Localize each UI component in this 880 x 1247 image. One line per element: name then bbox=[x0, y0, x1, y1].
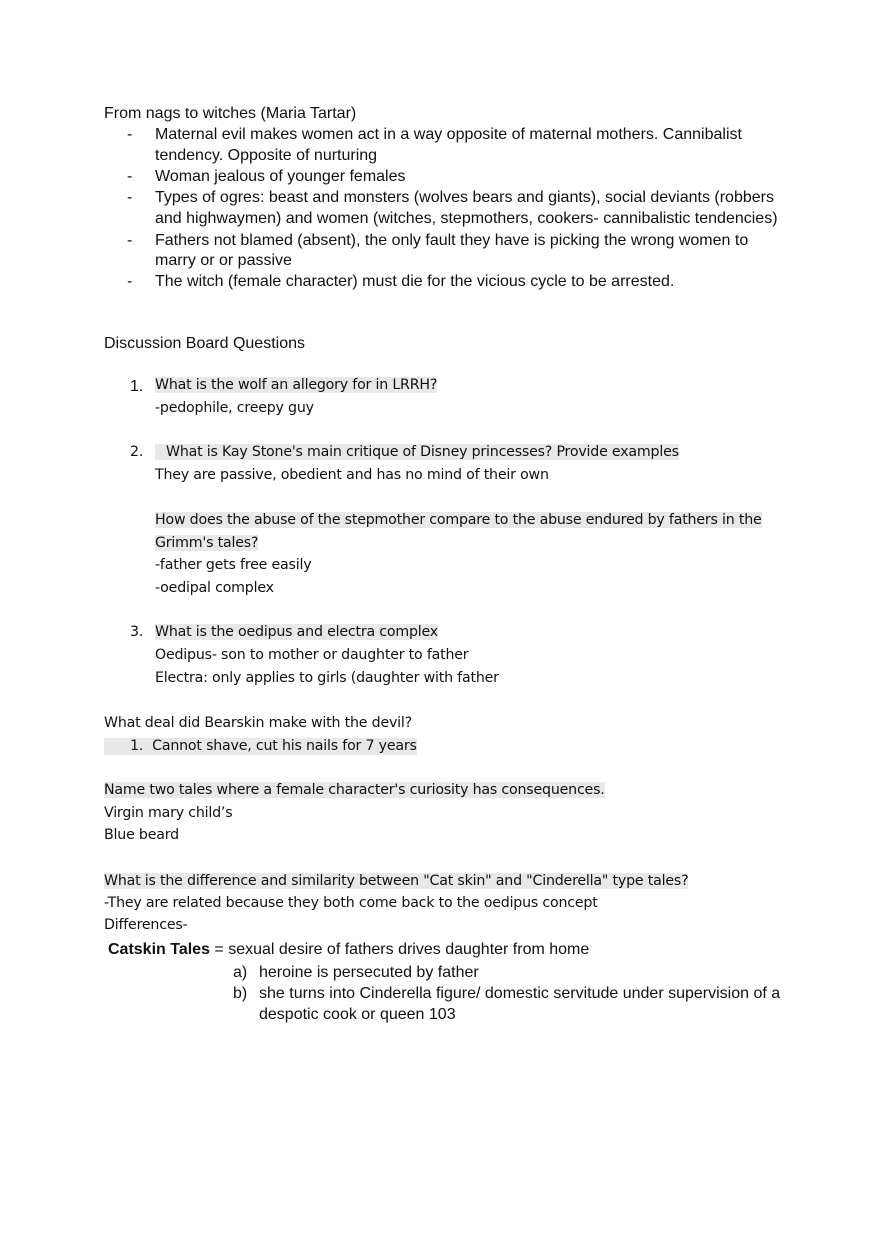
bullet-text: Woman jealous of younger females bbox=[155, 168, 406, 185]
bullet-text: Maternal evil makes women act in a way opposite of maternal mothers. Cannibalist bbox=[155, 126, 742, 143]
bullet-text: Types of ogres: beast and monsters (wolves bears and giants), social deviants (robbers bbox=[155, 189, 774, 206]
differences-label: Differences- bbox=[104, 917, 188, 933]
bullet-marker: - bbox=[127, 273, 133, 290]
question-text: What is the difference and similarity between "Cat skin" and "Cinderella" type tales? bbox=[104, 873, 689, 889]
bullet-text: Fathers not blamed (absent), the only fault they have is picking the wrong women to bbox=[155, 232, 749, 249]
section-title: From nags to witches (Maria Tartar) bbox=[104, 105, 357, 122]
bullet-text: marry or or passive bbox=[155, 252, 292, 269]
bullet-text: The witch (female character) must die for the vicious cycle to be arrested. bbox=[155, 273, 675, 290]
answer-text: -pedophile, creepy guy bbox=[155, 400, 314, 416]
bullet-marker: - bbox=[127, 168, 133, 185]
list-marker: a) bbox=[233, 964, 248, 981]
list-item-text: despotic cook or queen 103 bbox=[259, 1006, 456, 1023]
answer-text: Cannot shave, cut his nails for 7 years bbox=[152, 738, 417, 754]
bullet-text: tendency. Opposite of nurturing bbox=[155, 147, 378, 164]
answer-text: -They are related because they both come back to the oedipus concept bbox=[104, 895, 598, 911]
answer-text: Virgin mary child’s bbox=[104, 805, 233, 821]
question-text: What deal did Bearskin make with the devil? bbox=[104, 715, 412, 731]
question-text: What is Kay Stone's main critique of Disney princesses? Provide examples bbox=[155, 444, 679, 460]
bullet-marker: - bbox=[127, 232, 133, 249]
bullet-text: and highwaymen) and women (witches, stepmothers, cookers- cannibalistic tendencies) bbox=[155, 210, 778, 227]
question-text: Name two tales where a female character's curiosity has consequences. bbox=[104, 782, 605, 798]
list-number: 3. bbox=[130, 624, 144, 640]
question-text: How does the abuse of the stepmother compare to the abuse endured by fathers in the bbox=[155, 512, 762, 528]
question-text: What is the wolf an allegory for in LRRH? bbox=[155, 377, 438, 393]
list-marker: b) bbox=[233, 985, 248, 1002]
bullet-marker: - bbox=[127, 189, 133, 206]
question-text: Grimm's tales? bbox=[155, 535, 259, 551]
catskin-tales-label: Catskin Tales bbox=[108, 941, 210, 958]
list-number: 1. bbox=[130, 738, 144, 754]
answer-text: They are passive, obedient and has no mind of their own bbox=[155, 467, 549, 483]
list-number: 2. bbox=[130, 444, 144, 460]
answer-text: Electra: only applies to girls (daughter with father bbox=[155, 670, 499, 686]
bullet-marker: - bbox=[127, 126, 133, 143]
catskin-tales-text: = sexual desire of fathers drives daughter from home bbox=[209, 941, 590, 958]
answer-text: -oedipal complex bbox=[155, 580, 274, 596]
list-item-text: heroine is persecuted by father bbox=[259, 964, 479, 981]
section-title: Discussion Board Questions bbox=[104, 335, 305, 352]
list-number: 1. bbox=[130, 378, 144, 395]
list-item-text: she turns into Cinderella figure/ domestic servitude under supervision of a bbox=[259, 985, 781, 1002]
answer-text: Oedipus- son to mother or daughter to father bbox=[155, 647, 469, 663]
answer-text: Blue beard bbox=[104, 827, 179, 843]
answer-text: -father gets free easily bbox=[155, 557, 312, 573]
question-text: What is the oedipus and electra complex bbox=[155, 624, 439, 640]
